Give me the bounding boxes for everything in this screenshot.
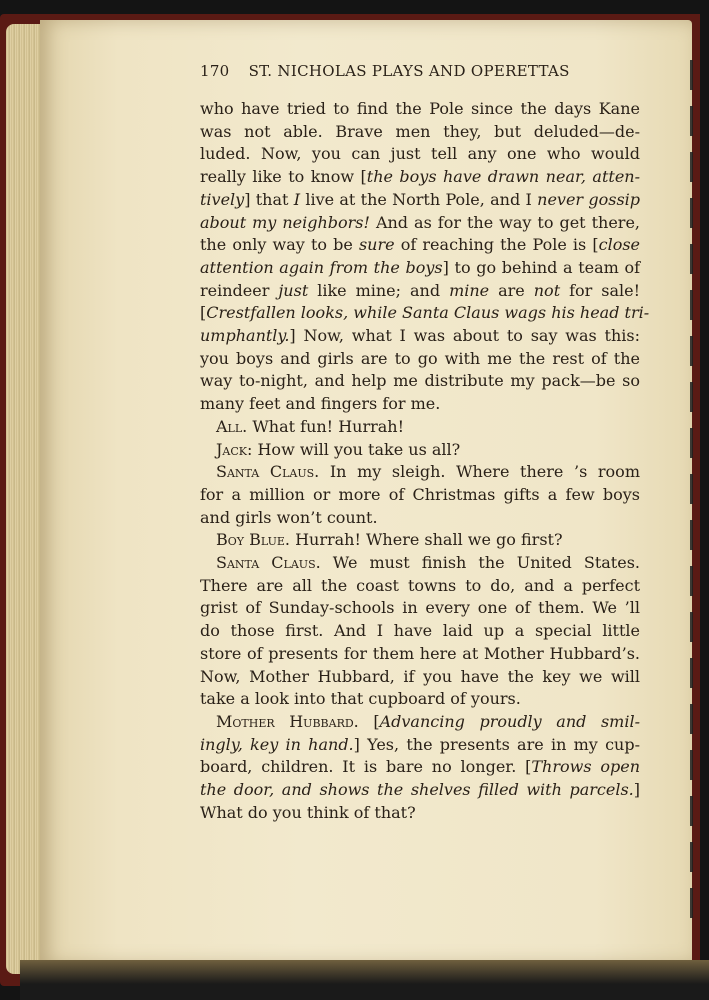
text-segment: Now, Mother Hubbard, if you have the key we will xyxy=(200,666,640,686)
text-line xyxy=(200,348,640,371)
text-segment: grist of Sunday-schools in every one of them. We ’ll xyxy=(200,598,640,618)
speaker-name: Jack: xyxy=(216,439,253,459)
stage-direction: about my neighbors! xyxy=(200,212,370,232)
page-bottom-shadow xyxy=(20,960,709,1000)
text-segment: ] Yes, the presents are in my cup- xyxy=(353,734,641,754)
text-line xyxy=(200,416,640,439)
stage-direction: ingly, key in hand. xyxy=(200,734,354,754)
text-line xyxy=(200,393,640,416)
text-segment: There are all the coast towns to do, and a perfect xyxy=(200,575,640,595)
text-line xyxy=(200,734,640,757)
text-segment: for a million or more of Christmas gifts a few boys xyxy=(200,484,640,504)
text-line xyxy=(200,620,640,643)
stage-direction: never gossip xyxy=(537,189,641,209)
text-line xyxy=(200,597,640,620)
text-segment: [ xyxy=(358,711,380,731)
stage-direction: tively xyxy=(200,189,245,209)
text-segment: board, children. It is bare no longer. [ xyxy=(200,757,532,777)
text-line xyxy=(200,643,640,666)
text-segment: many feet and fingers for me. xyxy=(200,394,441,414)
stage-direction: sure xyxy=(358,235,395,255)
text-line xyxy=(200,370,640,393)
text-segment: ] to go behind a team of xyxy=(442,257,640,277)
text-line xyxy=(200,143,640,166)
stage-direction: the door, and shows the shelves filled with parcels. xyxy=(200,780,634,800)
stage-direction: the boys have drawn near, atten- xyxy=(366,167,640,187)
text-line xyxy=(200,575,640,598)
text-segment: store of presents for them here at Mother Hubbard’s. xyxy=(200,643,640,663)
text-segment: really like to know [ xyxy=(200,167,367,187)
running-title: ST. NICHOLAS PLAYS AND OPERETTAS xyxy=(248,62,570,80)
text-line xyxy=(200,756,640,779)
text-segment: the only way to be xyxy=(200,235,359,255)
text-segment: who have tried to find the Pole since the days Kane xyxy=(200,99,640,118)
speaker-name: Boy Blue. xyxy=(216,530,290,550)
text-segment: way to-night, and help me distribute my pack—be so xyxy=(200,371,640,391)
text-line xyxy=(200,121,640,144)
text-segment: live at the North Pole, and I xyxy=(300,189,538,209)
text-segment: like mine; and xyxy=(308,280,450,300)
stage-direction: Crestfallen looks, while Santa Claus wags his head tri- xyxy=(206,303,650,323)
stage-direction: attention again from the boys xyxy=(200,257,443,277)
text-line xyxy=(200,461,640,484)
text-segment: And as for the way to get there, xyxy=(369,212,641,232)
text-line xyxy=(200,189,640,212)
text-line xyxy=(200,688,640,711)
text-segment: [ xyxy=(200,303,207,323)
page-number: 170 xyxy=(200,62,230,80)
text-segment: How will you take us all? xyxy=(252,439,461,459)
stage-direction: Advancing proudly and smil- xyxy=(379,711,640,731)
running-header xyxy=(200,62,640,80)
speaker-name: All. xyxy=(216,416,248,436)
speaker-name: Santa Claus. xyxy=(216,462,320,482)
text-segment: reindeer xyxy=(200,280,279,300)
text-segment: ] Now, what I was about to say was this: xyxy=(289,326,640,346)
speaker-name: Santa Claus. xyxy=(216,553,321,573)
speaker-name: Mother Hubbard. xyxy=(216,711,359,731)
text-line xyxy=(200,779,640,802)
stage-direction: I xyxy=(293,189,301,209)
text-line xyxy=(200,257,640,280)
text-segment: ] that xyxy=(244,189,294,209)
text-segment: What fun! Hurrah! xyxy=(247,416,405,436)
text-line xyxy=(200,302,650,325)
text-line xyxy=(200,325,640,348)
text-segment: was not able. Brave men they, but deluded—de- xyxy=(200,121,640,141)
text-line xyxy=(200,280,640,303)
text-segment: In my sleigh. Where there ’s room xyxy=(319,462,640,482)
text-line xyxy=(200,711,640,734)
stage-direction: just xyxy=(278,280,309,300)
body-text xyxy=(200,98,650,825)
text-segment: are xyxy=(489,280,534,300)
text-segment: Hurrah! Where shall we go first? xyxy=(289,530,563,550)
text-segment: luded. Now, you can just tell any one who would xyxy=(200,144,640,164)
page-gutter xyxy=(690,60,693,920)
text-segment: for sale! xyxy=(560,280,641,300)
text-line xyxy=(200,552,640,575)
stage-direction: mine xyxy=(449,280,490,300)
stage-direction: umphantly. xyxy=(200,326,290,346)
text-segment: of reaching the Pole is [ xyxy=(394,235,599,255)
stage-direction: not xyxy=(533,280,561,300)
text-segment: What do you think of that? xyxy=(200,802,416,822)
text-line xyxy=(200,484,640,507)
text-segment: and girls won’t count. xyxy=(200,507,378,527)
text-segment: you boys and girls are to go with me the rest of the xyxy=(200,348,640,368)
text-line xyxy=(200,529,640,552)
stage-direction: Throws open xyxy=(531,757,641,777)
text-segment: We must finish the United States. xyxy=(320,553,640,573)
text-line xyxy=(200,234,640,257)
text-segment: take a look into that cupboard of yours. xyxy=(200,689,521,709)
text-line xyxy=(200,98,640,121)
text-line xyxy=(200,802,640,825)
text-line xyxy=(200,166,640,189)
text-segment: do those first. And I have laid up a special little xyxy=(200,621,640,641)
stage-direction: close xyxy=(598,235,640,255)
text-segment: ] xyxy=(633,780,640,800)
text-line xyxy=(200,439,640,462)
text-line xyxy=(200,666,640,689)
text-line xyxy=(200,507,640,530)
text-line xyxy=(200,212,640,235)
